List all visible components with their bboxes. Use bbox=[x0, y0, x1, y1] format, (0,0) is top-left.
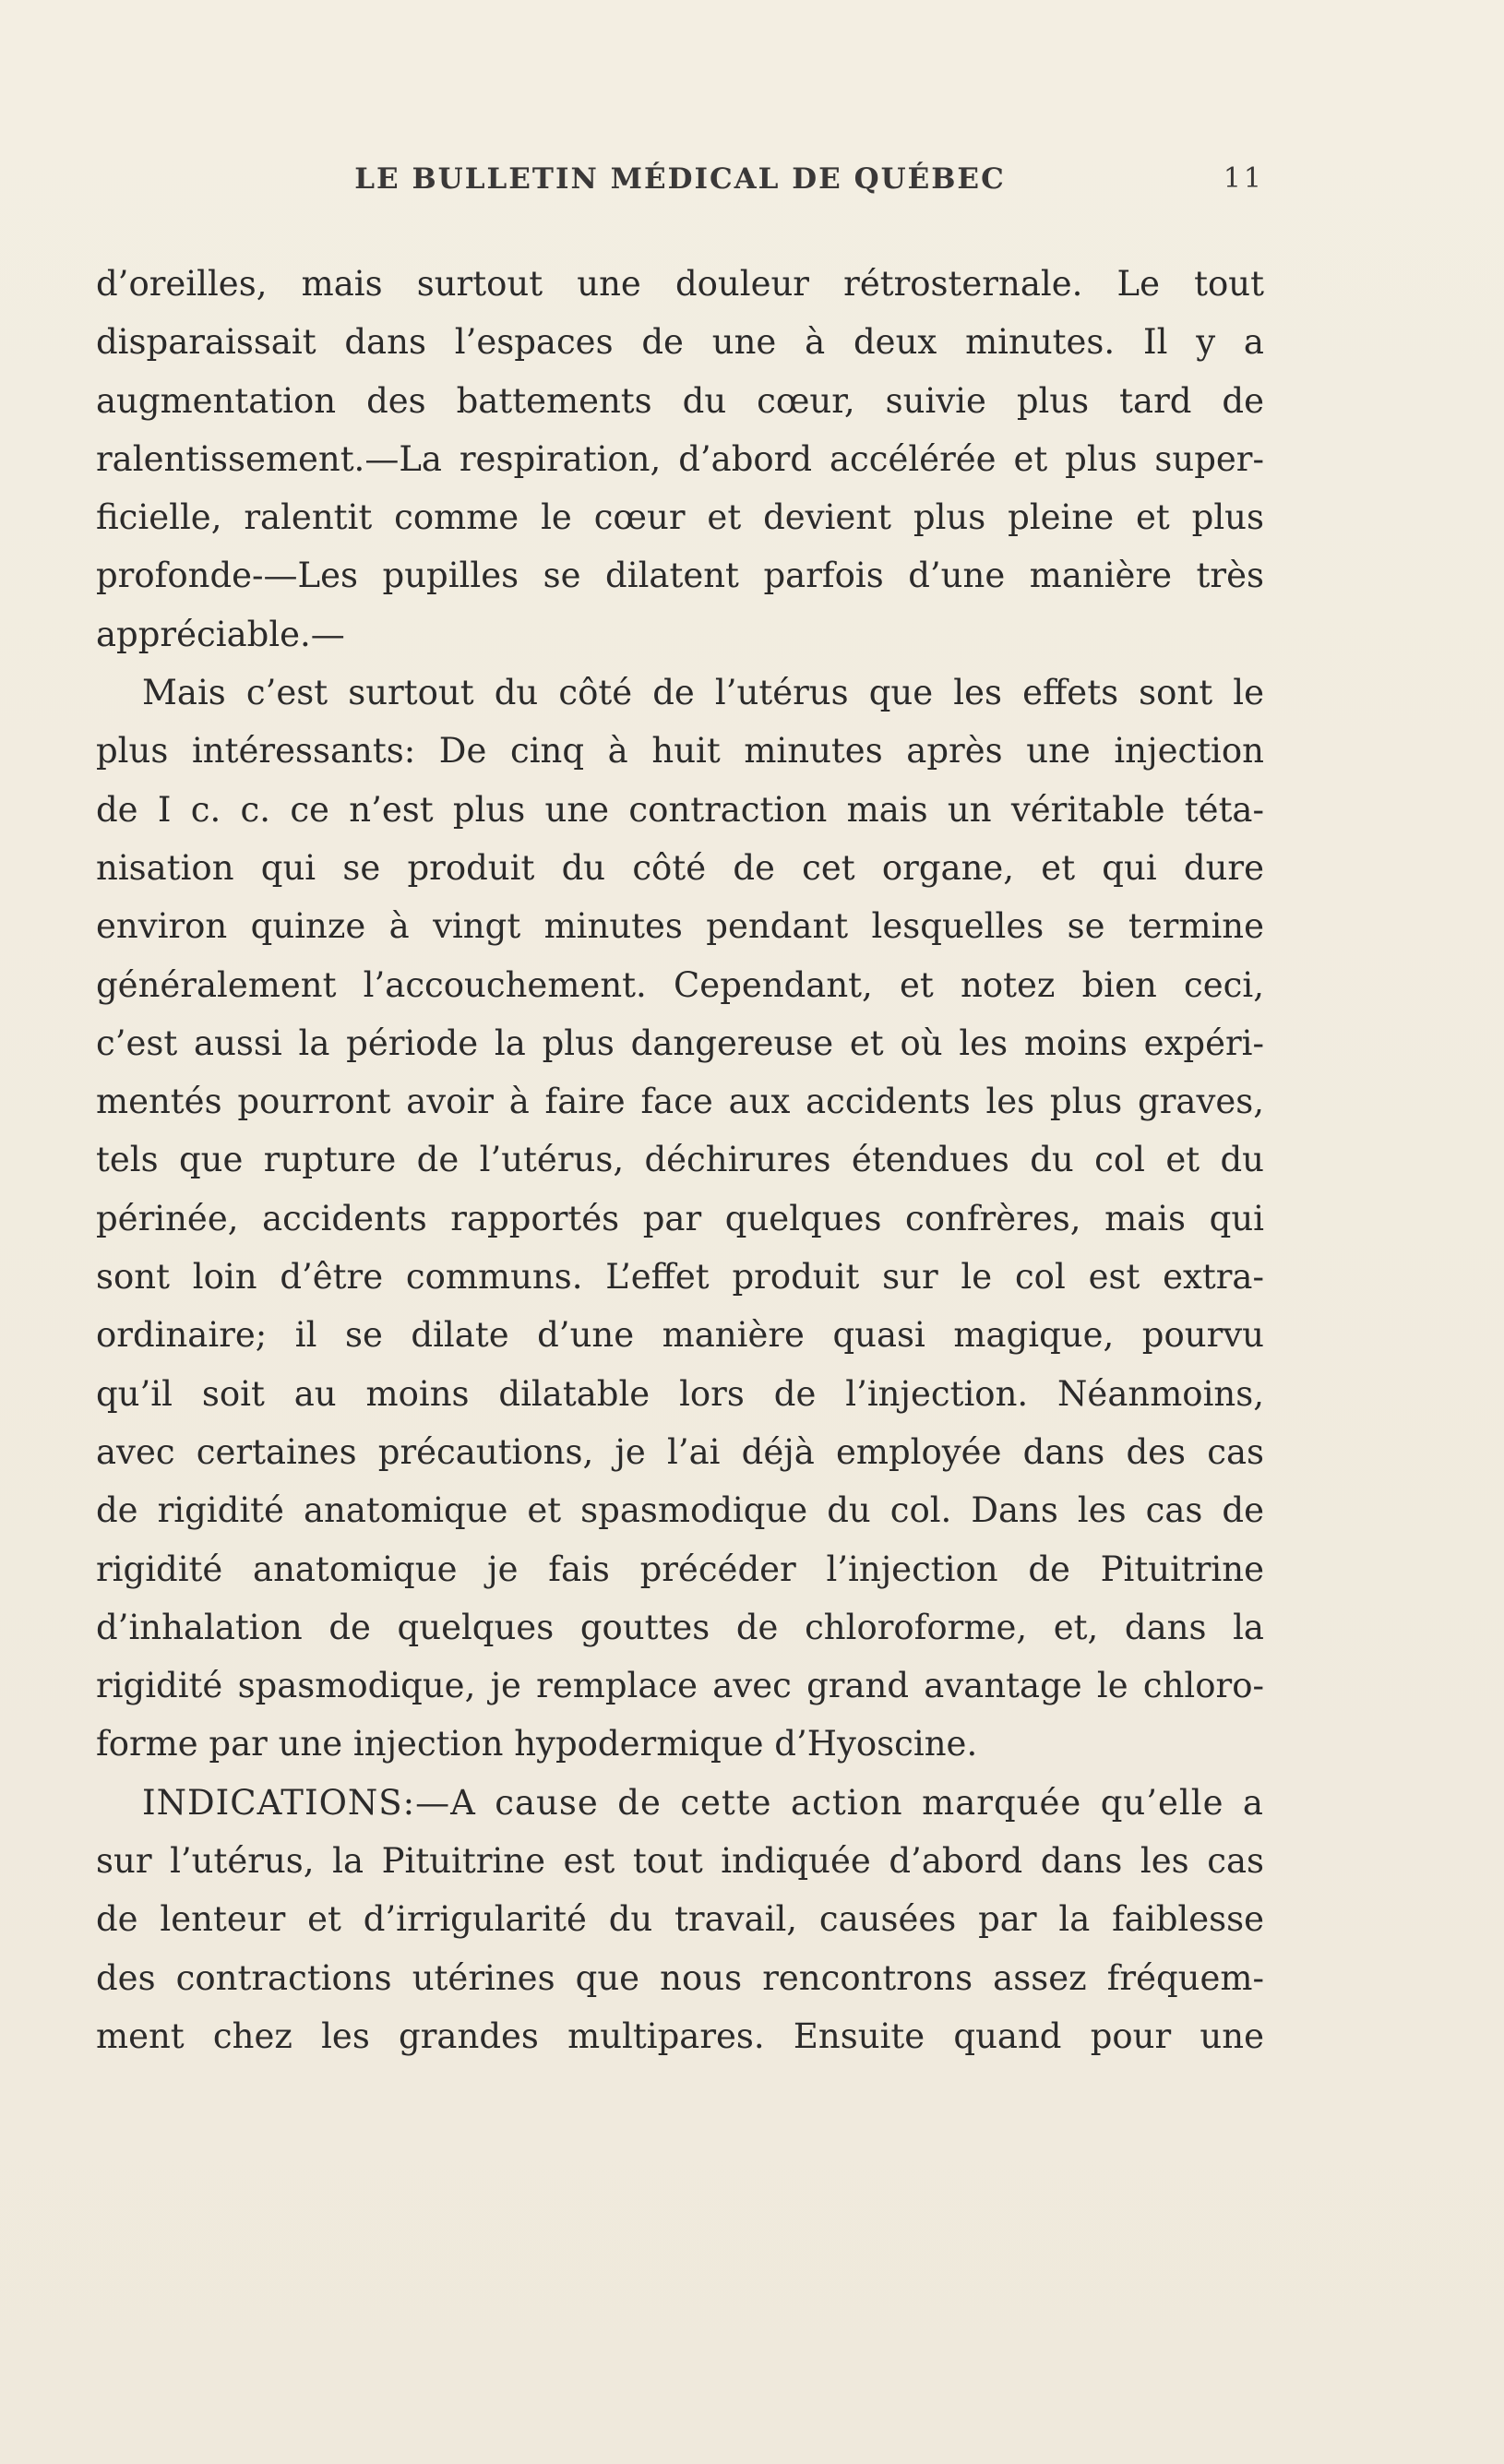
text-line: de rigidité anatomique et spasmodique du col. Dans les cas de bbox=[96, 1490, 1264, 1531]
text-line: Mais c’est surtout du côté de l’utérus que les effets sont le bbox=[142, 673, 1264, 713]
text-line: périnée, accidents rapportés par quelques confrères, mais qui bbox=[96, 1198, 1264, 1238]
text-line: ficielle, ralentit comme le cœur et devient plus pleine et plus bbox=[96, 497, 1264, 538]
text-line: environ quinze à vingt minutes pendant lesquelles se termine bbox=[96, 906, 1264, 947]
text-line: disparaissait dans l’espaces de une à deux minutes. Il y a bbox=[96, 322, 1264, 363]
text-line: rigidité anatomique je fais précéder l’injection de Pituitrine bbox=[96, 1549, 1264, 1589]
page-header bbox=[96, 162, 1264, 214]
text-line: ralentissement.—La respiration, d’abord accélérée et plus super- bbox=[96, 438, 1264, 479]
text-line: sur l’utérus, la Pituitrine est tout indiquée d’abord dans les cas bbox=[96, 1841, 1264, 1882]
text-line: forme par une injection hypodermique d’Hyoscine. bbox=[96, 1724, 978, 1764]
text-line: sont loin d’être communs. L’effet produit sur le col est extra- bbox=[96, 1257, 1264, 1298]
running-title: LE BULLETIN MÉDICAL DE QUÉBEC bbox=[354, 162, 1006, 196]
text-line: qu’il soit au moins dilatable lors de l’injection. Néanmoins, bbox=[96, 1373, 1264, 1414]
text-line: INDICATIONS:—A cause de cette action marquée qu’elle a bbox=[142, 1782, 1264, 1823]
text-line: avec certaines précautions, je l’ai déjà employée dans des cas bbox=[96, 1431, 1264, 1472]
text-line: d’inhalation de quelques gouttes de chloroforme, et, dans la bbox=[96, 1607, 1264, 1647]
page-number: 11 bbox=[1223, 162, 1264, 195]
text-line: mentés pourront avoir à faire face aux accidents les plus graves, bbox=[96, 1082, 1264, 1122]
text-line: ordinaire; il se dilate d’une manière quasi magique, pourvu bbox=[96, 1315, 1264, 1356]
text-line: généralement l’accouchement. Cependant, et notez bien ceci, bbox=[96, 964, 1264, 1005]
text-line: appréciable.— bbox=[96, 614, 345, 654]
text-line: ment chez les grandes multipares. Ensuite quand pour une bbox=[96, 2015, 1264, 2056]
text-line: augmentation des battements du cœur, suivie plus tard de bbox=[96, 380, 1264, 421]
body-text bbox=[96, 255, 1264, 2065]
text-line: de I c. c. ce n’est plus une contraction mais un véritable téta- bbox=[96, 789, 1264, 830]
text-line: de lenteur et d’irrigularité du travail, causées par la faiblesse bbox=[96, 1899, 1264, 1940]
text-line: rigidité spasmodique, je remplace avec grand avantage le chloro- bbox=[96, 1666, 1264, 1706]
text-line: d’oreilles, mais surtout une douleur rétrosternale. Le tout bbox=[96, 264, 1264, 304]
text-line: profonde-—Les pupilles se dilatent parfois d’une manière très bbox=[96, 556, 1264, 596]
text-line: nisation qui se produit du côté de cet organe, et qui dure bbox=[96, 847, 1264, 888]
text-line: c’est aussi la période la plus dangereuse et où les moins expéri- bbox=[96, 1023, 1264, 1063]
text-line: tels que rupture de l’utérus, déchirures étendues du col et du bbox=[96, 1140, 1264, 1180]
text-line: des contractions utérines que nous rencontrons assez fréquem- bbox=[96, 1957, 1264, 1998]
text-line: plus intéressants: De cinq à huit minutes après une injection bbox=[96, 731, 1264, 771]
